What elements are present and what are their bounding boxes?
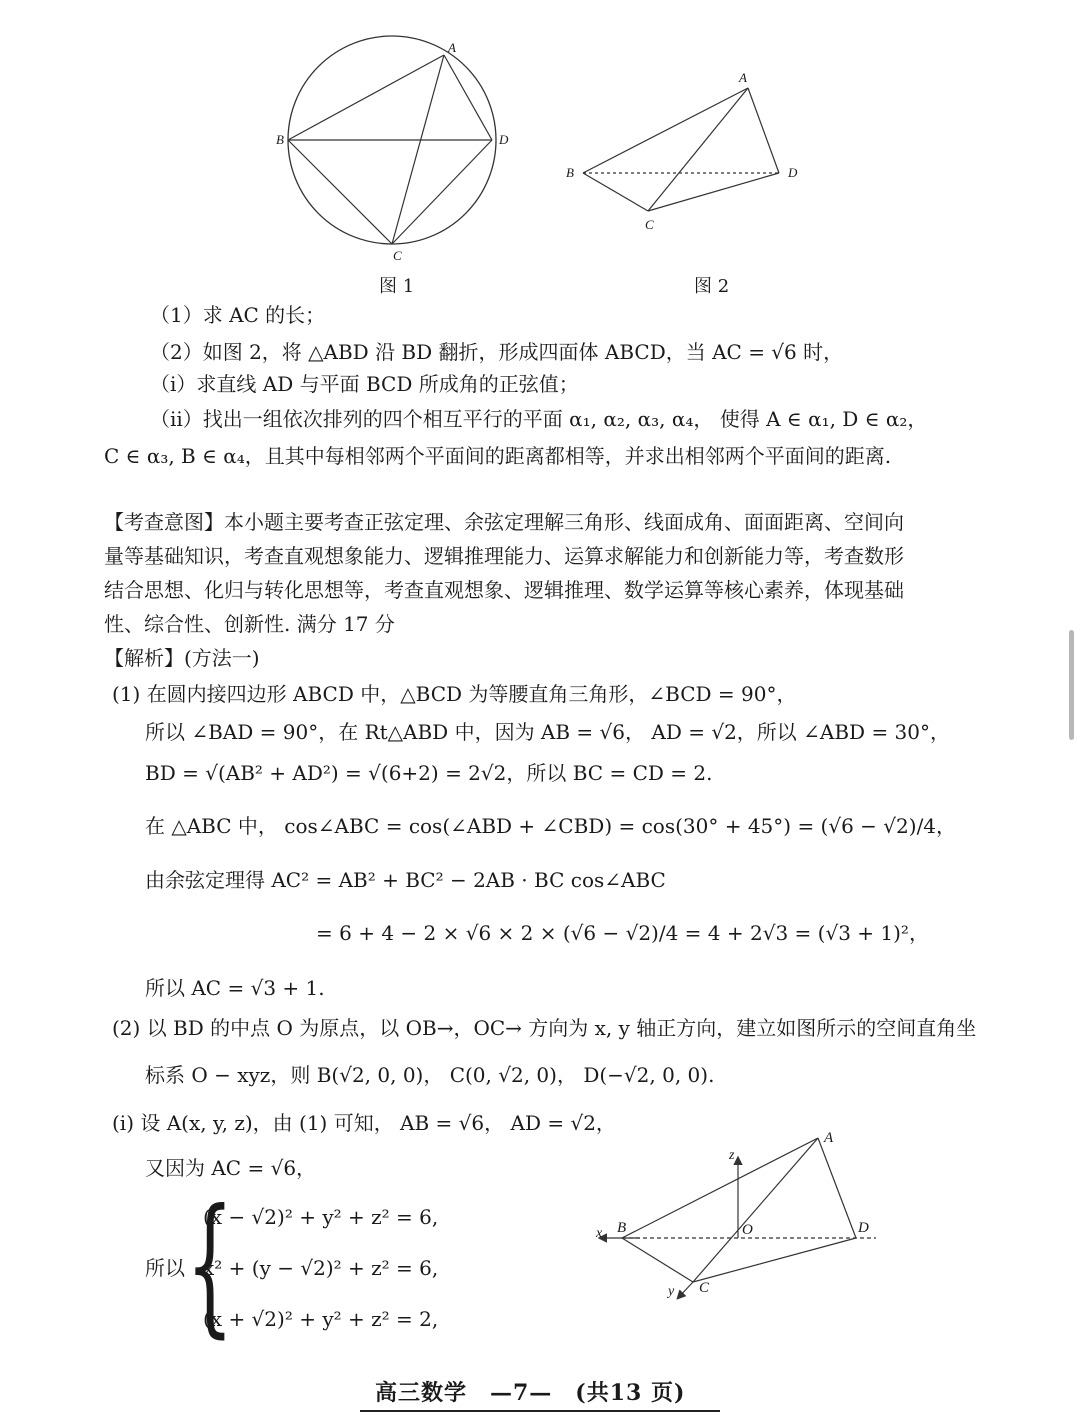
fig1-label-a: A [448,40,456,55]
y-axis [678,1282,693,1298]
footer-underline [360,1410,720,1412]
intent-line-1: 【考查意图】本小题主要考查正弦定理、余弦定理解三角形、线面成角、面面距离、空间向 [104,510,904,534]
edge-ac [693,1138,818,1282]
solution-line-6: = 6 + 4 − 2 × √6 × 2 × (√6 − √2)/4 = 4 + 2√3 = (√3 + 1)²， [316,921,929,945]
question-2-ii: （ii）找出一组依次排列的四个相互平行的平面 α₁, α₂, α₃, α₄， 使得 A ∈ α₁, D ∈ α₂， [150,407,928,431]
solution-line-8: (2) 以 BD 的中点 O 为原点，以 OB→，OC→ 方向为 x, y 轴正方向，建立如图所示的空间直角坐 [112,1016,977,1040]
scrollbar-thumb[interactable] [1069,630,1074,740]
fig3-label-z: z [729,1148,735,1163]
figure-2-caption: 图 2 [694,276,730,297]
fig1-label-c: C [393,248,402,263]
solution-line-11: 又因为 AC = √6， [145,1156,317,1180]
fig3-label-y: y [668,1284,675,1299]
figure-1-caption: 图 1 [379,276,415,297]
fig2-label-b: B [566,165,574,180]
system-equation-3: (x + √2)² + y² + z² = 2, [203,1307,439,1331]
solution-line-4: 在 △ABC 中， cos∠ABC = cos(∠ABD + ∠CBD) = cos(30° + 45°) = (√6 − √2)/4， [145,814,957,838]
edge-ab [622,1138,818,1238]
edge-ad [818,1138,856,1238]
system-brace: { [186,1178,234,1352]
fig3-label-x: x [596,1226,603,1241]
fig3-label-a: A [824,1130,834,1146]
intent-line-2: 量等基础知识，考查直观想象能力、逻辑推理能力、运算求解能力和创新能力等，考查数形 [104,544,904,568]
intent-line-3: 结合思想、化归与转化思想等，考查直观想象、逻辑推理、数学运算等核心素养，体现基础 [104,578,904,602]
fig1-label-d: D [499,132,509,147]
solution-heading: 【解析】(方法一) [104,646,260,670]
fig3-label-b: B [617,1220,627,1236]
fig3-label-o: O [742,1222,753,1238]
question-2-ii-cont: C ∈ α₃, B ∈ α₄，且其中每相邻两个平面间的距离都相等，并求出相邻两个平面间的距离. [104,444,892,468]
system-equation-1: (x − √2)² + y² + z² = 6, [203,1205,439,1229]
edge-bc [622,1238,693,1282]
page-footer: 高三数学 —7— (共13 页) [375,1380,686,1406]
system-prefix: 所以 [145,1256,185,1280]
question-2-i: （i）求直线 AD 与平面 BCD 所成角的正弦值； [150,372,579,396]
solution-line-1: (1) 在圆内接四边形 ABCD 中，△BCD 为等腰直角三角形，∠BCD = 90°， [112,682,797,706]
fig1-label-b: B [276,132,284,147]
edge-cd [693,1238,856,1282]
solution-line-3: BD = √(AB² + AD²) = √(6+2) = 2√2，所以 BC = CD = 2. [145,761,713,785]
fig3-label-d: D [858,1220,869,1236]
solution-line-9: 标系 O − xyz，则 B(√2, 0, 0)， C(0, √2, 0)， D(−√2, 0, 0). [145,1063,715,1087]
question-1: （1）求 AC 的长； [150,303,326,327]
solution-line-2: 所以 ∠BAD = 90°，在 Rt△ABD 中，因为 AB = √6， AD = √2，所以 ∠ABD = 30°， [145,720,951,744]
solution-line-7: 所以 AC = √3 + 1. [145,976,325,1000]
fig2-label-c: C [645,217,654,232]
fig2-label-d: D [788,165,798,180]
fig2-label-a: A [739,70,747,85]
intent-line-4: 性、综合性、创新性. 满分 17 分 [104,612,395,636]
system-equation-2: x² + (y − √2)² + z² = 6, [203,1256,439,1280]
question-2: （2）如图 2，将 △ABD 沿 BD 翻折，形成四面体 ABCD，当 AC = √6 时， [150,340,844,364]
solution-line-10: (i) 设 A(x, y, z)，由 (1) 可知， AB = √6， AD = √2， [112,1111,616,1135]
fig3-label-c: C [699,1280,710,1296]
solution-line-5: 由余弦定理得 AC² = AB² + BC² − 2AB · BC cos∠ABC [145,868,666,892]
